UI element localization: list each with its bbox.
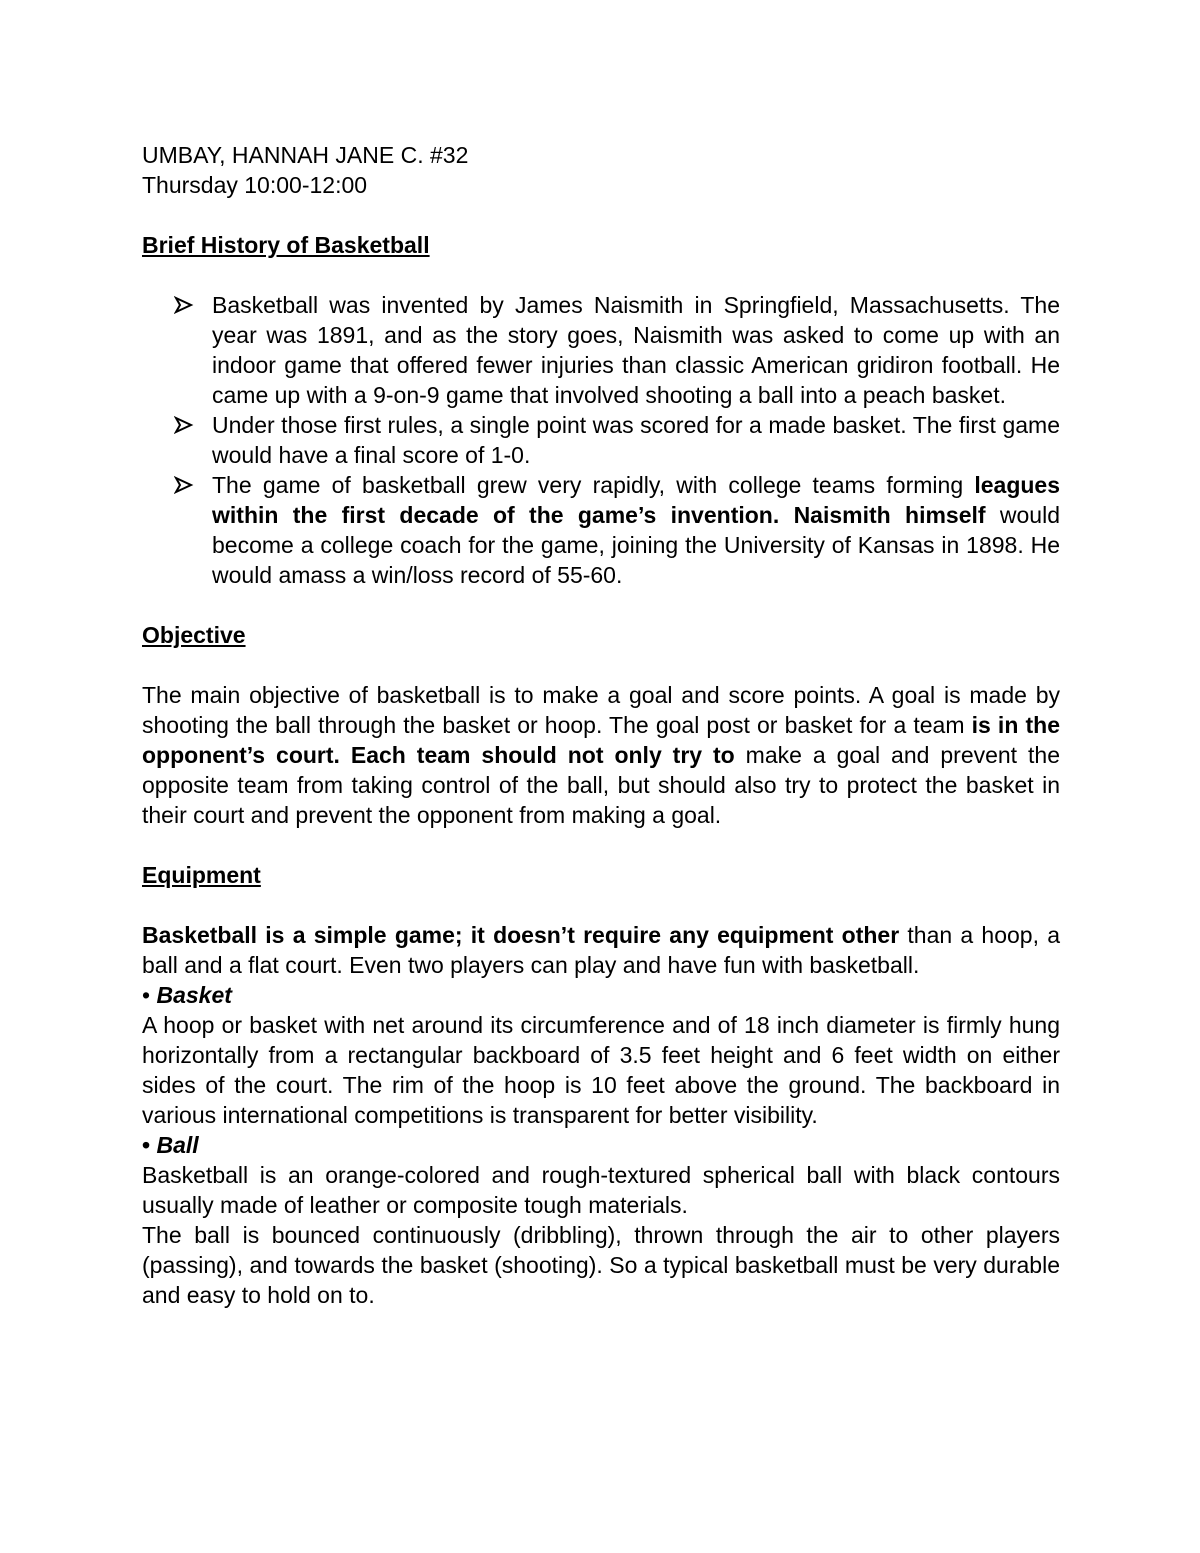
equipment-intro-bold: Basketball is a simple game; it doesn’t require any equipment other	[142, 922, 900, 948]
objective-text: The main objective of basketball is to make a goal and score points. A goal is made by shooting the ball through the basket or hoop. The goal post or basket for a team	[142, 682, 1060, 738]
spacer	[142, 650, 1060, 680]
history-item	[142, 290, 1060, 410]
arrow-bullet-icon	[174, 290, 194, 320]
history-item	[142, 470, 1060, 590]
history-list	[142, 290, 1060, 590]
arrow-bullet-icon	[174, 410, 194, 440]
spacer	[142, 890, 1060, 920]
bullet-icon: •	[142, 1132, 151, 1158]
equipment-heading: Equipment	[142, 862, 261, 888]
arrow-bullet-icon	[174, 470, 194, 500]
spacer	[142, 830, 1060, 860]
ball-label: Ball	[156, 1132, 199, 1158]
objective-bold-text: is in the opponent’s court. Each team should not only try to	[142, 712, 1060, 768]
objective-text: make a goal and prevent the opposite team from taking control of the ball, but should also try to protect the basket in their court and prevent the opponent from making a goal.	[142, 742, 1060, 828]
history-item-bold-text: leagues within the first decade of the game’s invention. Naismith himself	[212, 472, 1060, 528]
ball-paragraph-1: Basketball is an orange-colored and rough-textured spherical ball with black contours usually made of leather or composite tough materials.	[142, 1162, 1060, 1218]
document-page	[142, 140, 1060, 1310]
bullet-icon: •	[142, 982, 151, 1008]
ball-subheading	[142, 1130, 1060, 1160]
basket-subheading	[142, 980, 1060, 1010]
history-heading: Brief History of Basketball	[142, 232, 430, 258]
basket-paragraph: A hoop or basket with net around its circumference and of 18 inch diameter is firmly hung horizontally from a rectangular backboard of 3.5 feet height and 6 feet width on either sides of the court. The rim of the hoop is 10 feet above the ground. The backboard in various international competitions is transparent for better visibility.	[142, 1012, 1060, 1128]
spacer	[142, 200, 1060, 230]
spacer	[142, 590, 1060, 620]
history-item-text: The game of basketball grew very rapidly, with college teams forming	[212, 472, 975, 498]
equipment-intro-text: than a hoop, a ball and a flat court. Even two players can play and have fun with basketball.	[142, 922, 1060, 978]
student-name-line: UMBAY, HANNAH JANE C. #32	[142, 142, 469, 168]
schedule-line: Thursday 10:00-12:00	[142, 172, 368, 198]
basket-label: Basket	[156, 982, 232, 1008]
history-item-text: Basketball was invented by James Naismith in Springfield, Massachusetts. The year was 1891, and as the story goes, Naismith was asked to come up with an indoor game that offered fewer injuries than classic American gridiron football. He came up with a 9-on-9 game that involved shooting a ball into a peach basket.	[212, 292, 1060, 408]
equipment-intro	[142, 920, 1060, 980]
history-item-text: would become a college coach for the game, joining the University of Kansas in 1898. He would amass a win/loss record of 55-60.	[212, 502, 1060, 588]
spacer	[142, 260, 1060, 290]
ball-paragraph-2: The ball is bounced continuously (dribbling), thrown through the air to other players (passing), and towards the basket (shooting). So a typical basketball must be very durable and easy to hold on to.	[142, 1222, 1060, 1308]
history-item	[142, 410, 1060, 470]
history-item-text: Under those first rules, a single point was scored for a made basket. The first game would have a final score of 1-0.	[212, 412, 1060, 468]
objective-heading: Objective	[142, 622, 246, 648]
objective-paragraph	[142, 680, 1060, 830]
